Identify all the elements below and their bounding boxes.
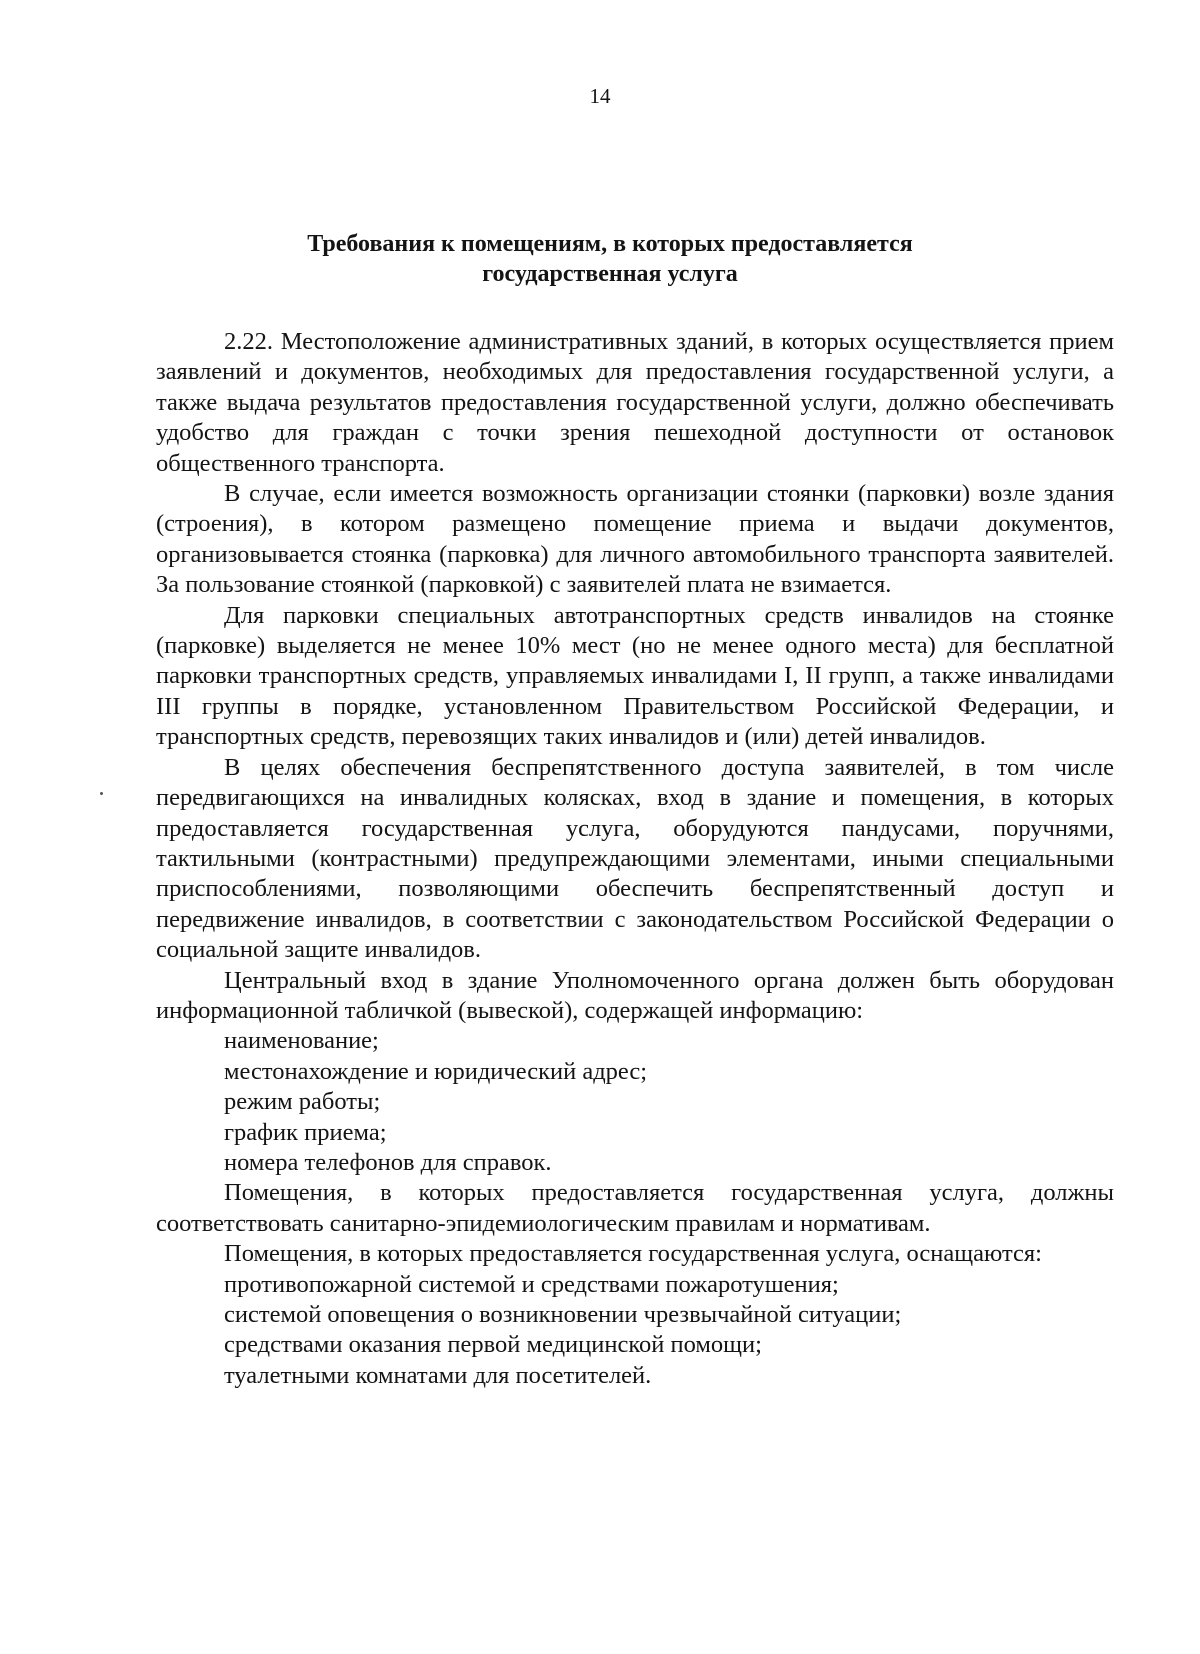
- paragraph-entrance-sign: Центральный вход в здание Уполномоченного органа должен быть оборудован информационной табличкой (вывеской), содержащей информацию:: [156, 966, 1114, 1024]
- list-item-first-aid: средствами оказания первой медицинской помощи;: [224, 1331, 762, 1359]
- list-item-sign-hours: режим работы;: [224, 1088, 381, 1116]
- paragraph-disabled-parking: Для парковки специальных автотранспортных средств инвалидов на стоянке (парковке) выделяется не менее 10% мест (но не менее одного места) для бесплатной парковки транспортных средств, управляемых инвалидами I, II групп, а также инвалидами III группы в порядке, установленном Правительством Российской Федерации, и транспортных средств, перевозящих таких инвалидов и (или) детей инвалидов.: [156, 601, 1114, 751]
- list-item-sign-schedule: график приема;: [224, 1118, 387, 1146]
- paragraph-parking: В случае, если имеется возможность организации стоянки (парковки) возле здания (строения), в котором размещено помещение приема и выдачи документов, организовывается стоянка (парковка) для личного автомобильного транспорта заявителей. За пользование стоянкой (парковкой) с заявителей плата не взимается.: [156, 480, 1114, 599]
- paragraph-equipment: Помещения, в которых предоставляется государственная услуга, оснащаются:: [224, 1240, 1042, 1268]
- paragraph-2-22: 2.22. Местоположение административных зданий, в которых осуществляется прием заявлений и документов, необходимых для предоставления государственной услуги, а также выдача результатов предоставления государственной услуги, должно обеспечивать удобство для граждан с точки зрения пешеходной доступности от остановок общественного транспорта.: [156, 328, 1114, 477]
- page-number: 14: [589, 84, 611, 108]
- paragraph-accessibility: В целях обеспечения беспрепятственного доступа заявителей, в том числе передвигающихся на инвалидных колясках, вход в здание и помещения, в которых предоставляется государственная услуга, оборудуются пандусами, поручнями, тактильными (контрастными) предупреждающими элементами, иными специальными приспособлениями, позволяющими обеспечить беспрепятственный доступ и передвижение инвалидов, в соответствии с законодательством Российской Федерации о социальной защите инвалидов.: [156, 753, 1114, 964]
- section-heading: [150, 229, 1070, 289]
- list-item-sign-address: местонахождение и юридический адрес;: [224, 1057, 648, 1085]
- section-heading-line-1: Требования к помещениям, в которых предоставляется: [307, 231, 913, 257]
- list-item-sign-name: наименование;: [224, 1027, 379, 1055]
- list-item-alert-system: системой оповещения о возникновении чрезвычайной ситуации;: [224, 1301, 902, 1328]
- section-heading-line-2: государственная услуга: [482, 261, 738, 287]
- scan-artifact-dot: [100, 792, 103, 795]
- list-item-sign-phones: номера телефонов для справок.: [224, 1148, 552, 1176]
- paragraph-sanitary: Помещения, в которых предоставляется государственная услуга, должны соответствовать санитарно-эпидемиологическим правилам и нормативам.: [156, 1179, 1114, 1237]
- document-body: [156, 327, 1114, 1391]
- list-item-fire-system: противопожарной системой и средствами пожаротушения;: [224, 1270, 839, 1298]
- list-item-restrooms: туалетными комнатами для посетителей.: [224, 1361, 652, 1389]
